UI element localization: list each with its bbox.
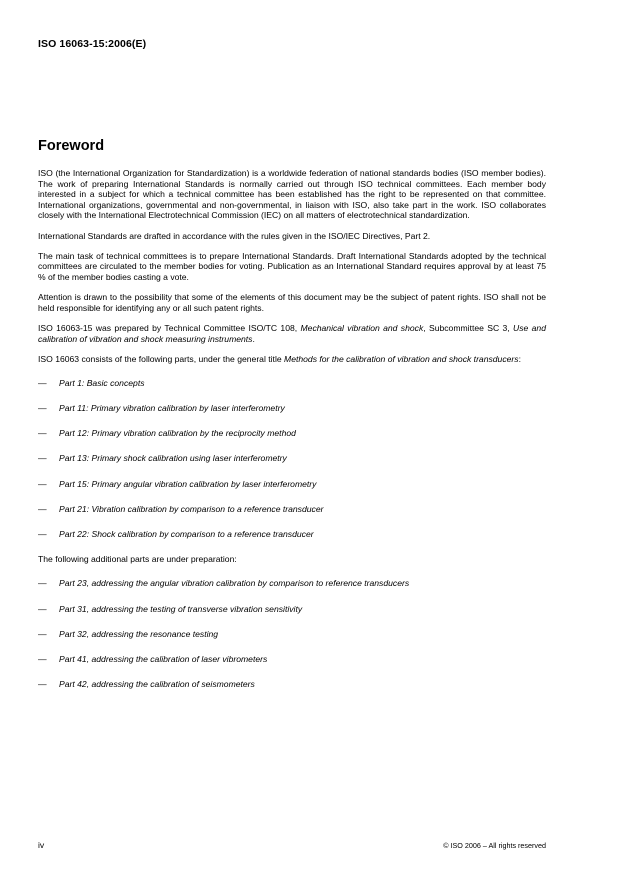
page-title: Foreword	[38, 138, 105, 154]
list-item-text: Part 12: Primary vibration calibration by the reciprocity method	[59, 428, 296, 439]
list-item	[38, 479, 546, 490]
list-item	[38, 629, 546, 640]
paragraph-iso-intro: ISO (the International Organization for Standardization) is a worldwide federation of national standards bodies (ISO member bodies). The work of preparing International Standards is normally carried out through ISO technical committees. Each member body interested in a subject for which a technical committee has been established has the right to be represented on that committee. International organizations, governmental and non-governmental, in liaison with ISO, also take part in the work. ISO collaborates closely with the International Electrotechnical Commission (IEC) on all matters of electrotechnical standardization.	[38, 168, 546, 221]
paragraph-consists-of	[38, 354, 546, 365]
dash-marker: —	[38, 453, 47, 464]
list-item	[38, 654, 546, 665]
committee-title: Mechanical vibration and shock	[300, 322, 424, 333]
list-item-text: Part 11: Primary vibration calibration by laser interferometry	[59, 403, 285, 414]
list-item	[38, 578, 546, 589]
prepared-by-text-3: .	[252, 333, 255, 344]
paragraph-prepared-by	[38, 323, 546, 344]
list-item	[38, 679, 546, 690]
consists-of-text-2: :	[518, 353, 521, 364]
list-item-text: Part 42, addressing the calibration of seismometers	[59, 679, 255, 690]
dash-marker: —	[38, 478, 47, 489]
paragraph-main-task: The main task of technical committees is to prepare International Standards. Draft International Standards adopted by the technical committees are circulated to the member bodies for voting. Publication as an International Standard requires approval by at least 75 % of the member bodies casting a vote.	[38, 250, 546, 282]
list-item-text: Part 23, addressing the angular vibration calibration by comparison to reference transducers	[59, 578, 410, 589]
list-item	[38, 529, 546, 540]
dash-marker: —	[38, 403, 47, 414]
parts-in-preparation-list	[38, 578, 546, 689]
prepared-by-text-2: , Subcommittee SC 3,	[423, 322, 514, 333]
list-item-text: Part 13: Primary shock calibration using laser interferometry	[59, 453, 287, 464]
copyright-notice: © ISO 2006 – All rights reserved	[443, 841, 546, 850]
list-item	[38, 403, 546, 414]
list-item-text: Part 21: Vibration calibration by comparison to a reference transducer	[59, 503, 324, 514]
list-item-text: Part 41, addressing the calibration of laser vibrometers	[59, 653, 268, 664]
prepared-by-text-1: ISO 16063-15 was prepared by Technical Committee ISO/TC 108,	[38, 322, 301, 333]
dash-marker: —	[38, 377, 47, 388]
paragraph-patent-rights: Attention is drawn to the possibility that some of the elements of this document may be the subject of patent rights. ISO shall not be held responsible for identifying any or all such patent rights.	[38, 292, 546, 313]
dash-marker: —	[38, 578, 47, 589]
list-item	[38, 604, 546, 615]
dash-marker: —	[38, 428, 47, 439]
list-item-text: Part 15: Primary angular vibration calibration by laser interferometry	[59, 478, 317, 489]
dash-marker: —	[38, 653, 47, 664]
list-item	[38, 378, 546, 389]
dash-marker: —	[38, 503, 47, 514]
list-item	[38, 428, 546, 439]
list-item	[38, 453, 546, 464]
general-title: Methods for the calibration of vibration and shock transducers	[284, 353, 519, 364]
dash-marker: —	[38, 603, 47, 614]
parts-list	[38, 378, 546, 540]
foreword-body	[38, 168, 546, 704]
document-id-header: ISO 16063-15:2006(E)	[38, 38, 147, 50]
paragraph-under-preparation: The following additional parts are under preparation:	[38, 554, 237, 565]
list-item-text: Part 1: Basic concepts	[59, 377, 145, 388]
consists-of-text-1: ISO 16063 consists of the following parts, under the general title	[38, 353, 285, 364]
subcommittee-title: Use and calibration of vibration and shock measuring instruments	[38, 322, 546, 344]
dash-marker: —	[38, 529, 47, 539]
list-item-text: Part 31, addressing the testing of transverse vibration sensitivity	[59, 603, 303, 614]
dash-marker: —	[38, 679, 47, 690]
list-item	[38, 504, 546, 515]
paragraph-directives: International Standards are drafted in accordance with the rules given in the ISO/IEC Directives, Part 2.	[38, 230, 431, 241]
list-item-text: Part 32, addressing the resonance testing	[59, 628, 219, 639]
page-number: iv	[38, 840, 45, 850]
dash-marker: —	[38, 628, 47, 639]
list-item-text: Part 22: Shock calibration by comparison to a reference transducer	[59, 529, 314, 539]
